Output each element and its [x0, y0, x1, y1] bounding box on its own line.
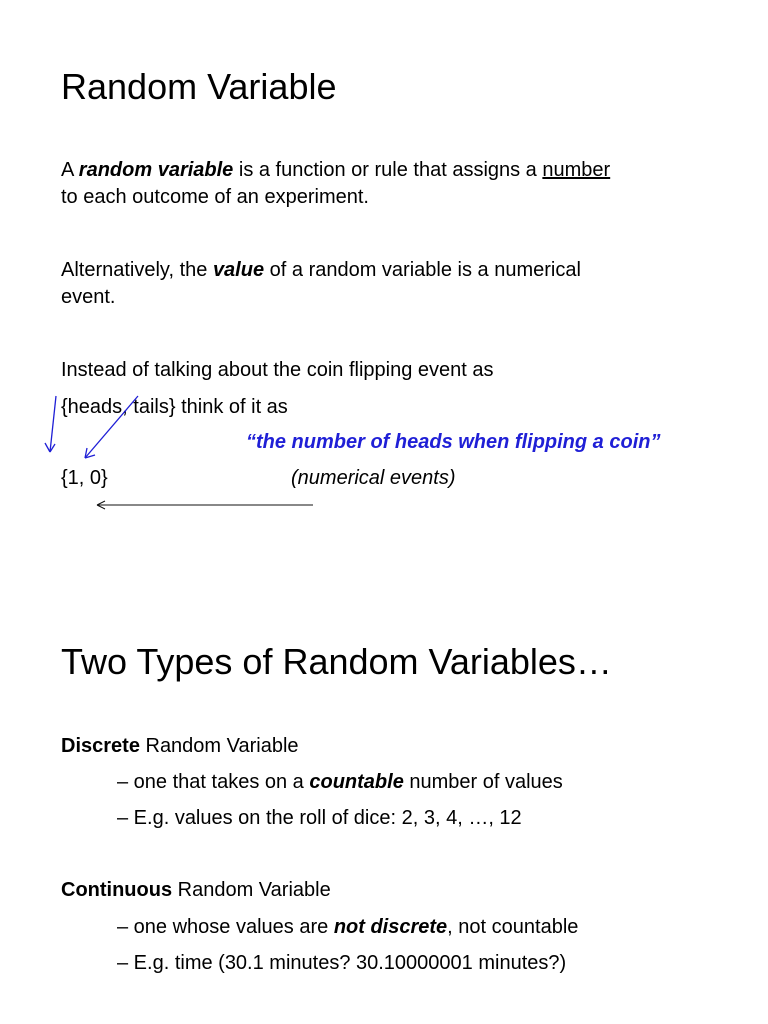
coin-line-2: {heads, tails} think of it as — [61, 396, 288, 418]
alternative-line-1 — [61, 257, 581, 283]
numerical-events-note: (numerical events) — [291, 467, 456, 489]
discrete-bullet-1 — [117, 769, 563, 795]
black-arrow-left — [97, 501, 313, 509]
text-span: Random Variable — [172, 879, 331, 901]
definition-line-2: to each outcome of an experiment. — [61, 186, 369, 208]
coin-line-1: Instead of talking about the coin flipping event as — [61, 359, 494, 381]
discrete-bullet-2: – E.g. values on the roll of dice: 2, 3, 4, …, 12 — [117, 807, 522, 829]
definition-line-1 — [61, 157, 610, 183]
text-span: number of values — [403, 771, 563, 793]
term-not-discrete: not discrete — [333, 916, 448, 938]
term-countable: countable — [309, 771, 404, 793]
continuous-heading — [61, 877, 331, 903]
term-random-variable: random variable — [78, 159, 234, 181]
heads-quote: “the number of heads when flipping a coin” — [246, 431, 661, 453]
text-span: A — [61, 159, 79, 181]
text-span: Alternatively, the — [61, 259, 213, 281]
term-value: value — [212, 259, 265, 281]
discrete-heading — [61, 733, 299, 759]
numeric-set: {1, 0} — [61, 467, 108, 489]
text-span: – one that takes on a — [117, 771, 310, 793]
continuous-bullet-1 — [117, 914, 578, 940]
underlined-number: number — [542, 159, 611, 181]
term-continuous: Continuous — [61, 879, 173, 901]
blue-arrow-left — [45, 396, 56, 452]
term-discrete: Discrete — [61, 735, 140, 757]
continuous-bullet-2: – E.g. time (30.1 minutes? 30.10000001 minutes?) — [117, 952, 567, 974]
text-span: – one whose values are — [117, 916, 334, 938]
text-span: Random Variable — [139, 735, 299, 757]
slide-title-random-variable: Random Variable — [61, 66, 337, 107]
slide-title-two-types: Two Types of Random Variables… — [61, 641, 612, 682]
text-span: , not countable — [447, 916, 579, 938]
text-span: is a function or rule that assigns a — [233, 159, 543, 181]
alternative-line-2: event. — [61, 286, 116, 308]
text-span: of a random variable is a numerical — [264, 259, 581, 281]
